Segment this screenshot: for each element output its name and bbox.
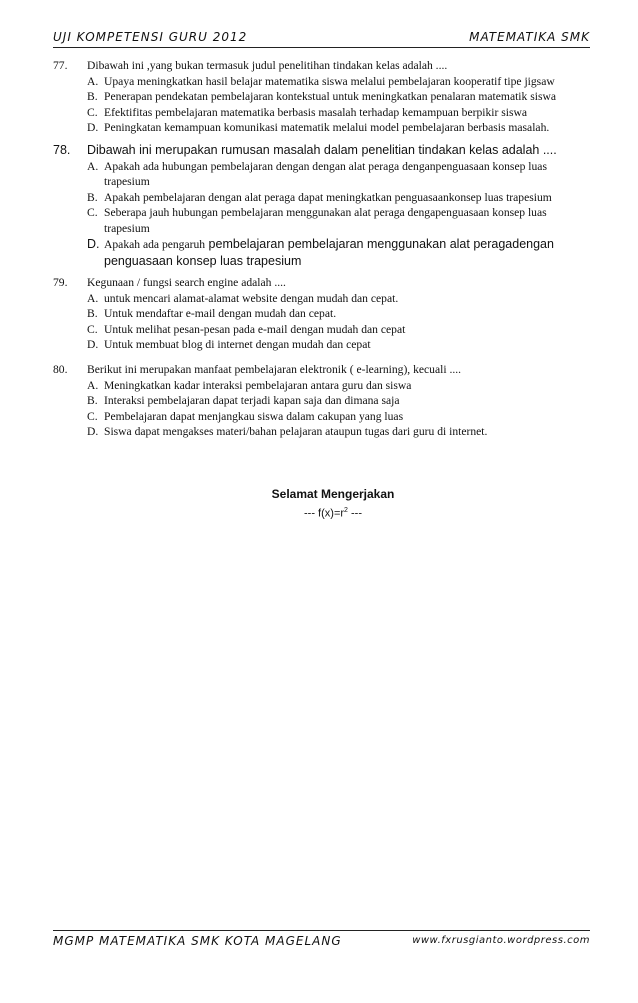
option-c: C. Efektifitas pembelajaran matematika berbasis masalah terhadap kemampuan berpikir siswa xyxy=(87,105,528,119)
footer-website: www.fxrusgianto.wordpress.com xyxy=(412,935,590,946)
option-b: B. Penerapan pendekatan pembelajaran kontekstual untuk meningkatkan penalaran matematik siswa xyxy=(87,90,556,103)
page-footer xyxy=(53,930,590,949)
question-number: 77. xyxy=(53,59,68,72)
option-c: C. Seberapa jauh hubungan pembelajaran menggunakan alat peraga dengapenguasaan konsep luas trapesium xyxy=(87,206,547,235)
option-a: A. untuk mencari alamat-alamat website dengan mudah dan cepat. xyxy=(87,291,399,305)
question-number: 80. xyxy=(53,363,68,376)
closing-formula: --- $f(x)=r^2$ --- xyxy=(304,507,362,520)
page-header xyxy=(53,27,590,48)
option-c: C. Untuk melihat pesan-pesan pada e-mail dengan mudah dan cepat xyxy=(87,322,406,336)
question-number: 78. xyxy=(53,143,71,157)
option-b: B. Apakah pembelajaran dengan alat peraga dapat meningkatkan penguasaankonsep luas trapesium xyxy=(87,190,552,204)
option-d: D. Peningkatan kemampuan komunikasi matematik melalui model pembelajaran berbasis masalah. xyxy=(87,121,550,134)
option-a: A. Apakah ada hubungan pembelajaran dengan dengan alat peraga denganpenguasaan konsep luas trapesium xyxy=(87,159,547,188)
question-77 xyxy=(53,58,593,136)
question-text: Dibawah ini ,yang bukan termasuk judul penelitihan tindakan kelas adalah .... xyxy=(87,59,448,72)
option-d: D. Untuk membuat blog di internet dengan mudah dan cepat xyxy=(87,338,371,351)
header-subject: MATEMATIKA SMK xyxy=(469,30,590,44)
option-d: D. Siswa dapat mengakses materi/bahan pelajaran ataupun tugas dari guru di internet. xyxy=(87,425,488,438)
option-d: D. Apakah ada pengaruh pembelajaran pembelajaran menggunakan alat peragadengan penguasaan konsep luas trapesium xyxy=(87,237,554,268)
option-a: A. Upaya meningkatkan hasil belajar matematika siswa melalui pembelajaran kooperatif tipe jigsaw xyxy=(87,74,555,88)
option-a: A. Meningkatkan kadar interaksi pembelajaran antara guru dan siswa xyxy=(87,378,412,392)
option-c: C. Pembelajaran dapat menjangkau siswa dalam cakupan yang luas xyxy=(87,409,404,423)
option-b: B. Untuk mendaftar e-mail dengan mudah dan cepat. xyxy=(87,307,337,320)
header-title: UJI KOMPETENSI GURU 2012 xyxy=(53,30,248,44)
closing-greeting: Selamat Mengerjakan xyxy=(271,487,395,501)
question-78 xyxy=(53,143,593,269)
question-80 xyxy=(53,362,593,440)
question-text: Dibawah ini merupakan rumusan masalah dalam penelitian tindakan kelas adalah .... xyxy=(87,143,557,157)
option-b: B. Interaksi pembelajaran dapat terjadi kapan saja dan dimana saja xyxy=(87,394,400,407)
question-text: Berikut ini merupakan manfaat pembelajaran elektronik ( e-learning), kecuali .... xyxy=(87,363,462,376)
question-79 xyxy=(53,275,593,353)
footer-organization: MGMP MATEMATIKA SMK KOTA MAGELANG xyxy=(53,934,342,948)
question-text: Kegunaan / fungsi search engine adalah .... xyxy=(87,276,286,289)
question-number: 79. xyxy=(53,276,68,289)
